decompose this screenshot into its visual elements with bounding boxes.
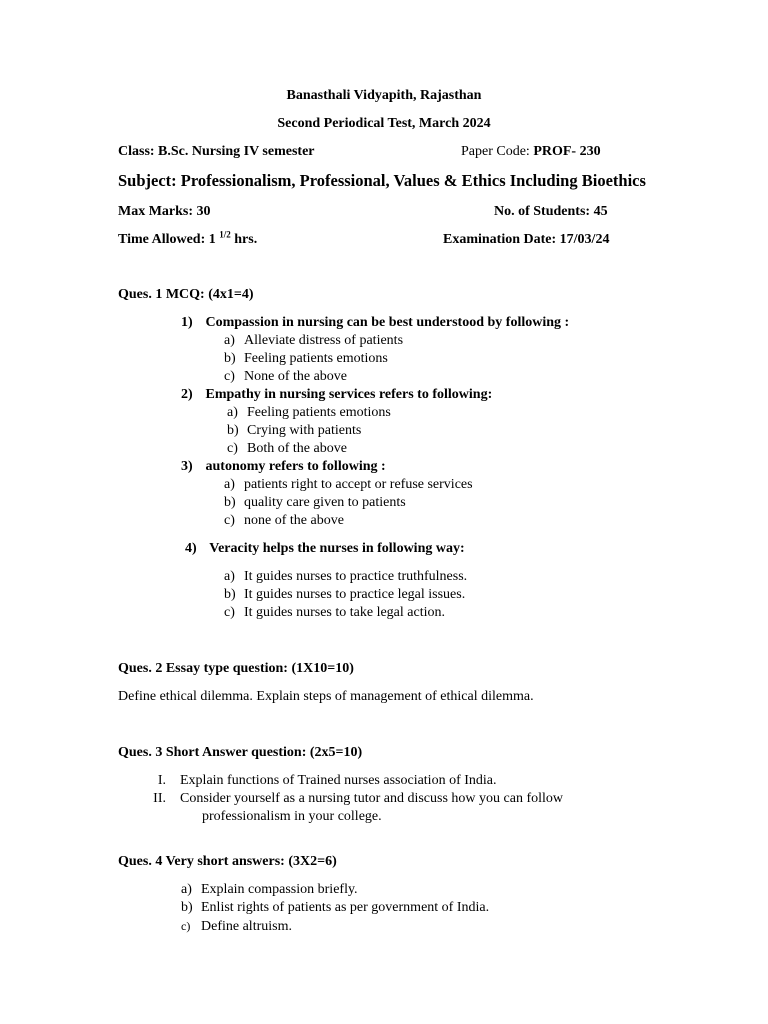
option-text: patients right to accept or refuse services: [244, 477, 473, 492]
option-label: c): [181, 919, 191, 933]
test-name: Second Periodical Test, March 2024: [277, 116, 491, 131]
option-label: c): [227, 441, 238, 456]
q3-item-num: I.: [157, 773, 166, 788]
option-label: b): [224, 587, 236, 602]
q1-option: [224, 604, 445, 622]
q1-option: [224, 586, 465, 604]
q1-heading: Ques. 1 MCQ: (4x1=4): [118, 287, 254, 302]
q4-heading: Ques. 4 Very short answers: (3X2=6): [118, 854, 337, 869]
q1-item-num: 2): [181, 387, 193, 402]
q1-item-num: 3): [181, 459, 193, 474]
q1-item-num: 4): [185, 541, 197, 556]
q4-item: [181, 899, 489, 917]
q4-item: [181, 917, 292, 936]
option-text: Crying with patients: [247, 423, 362, 438]
option-text: Feeling patients emotions: [244, 351, 388, 366]
option-text: It guides nurses to practice truthfulness.: [244, 569, 468, 584]
exam-date: Examination Date: 17/03/24: [443, 232, 610, 247]
q1-item-2: [181, 386, 492, 404]
q1-item-text: autonomy refers to following :: [205, 459, 386, 474]
option-label: c): [224, 369, 235, 384]
option-label: b): [181, 900, 193, 915]
q1-item-text: Compassion in nursing can be best understood by following :: [205, 315, 570, 330]
option-label: b): [224, 351, 236, 366]
option-label: c): [224, 605, 235, 620]
q4-item-text: Define altruism.: [201, 919, 292, 934]
q3-item-text: Consider yourself as a nursing tutor and discuss how you can follow: [180, 791, 563, 806]
time-prefix: Time Allowed: 1: [118, 232, 216, 247]
q1-item-1: [181, 314, 569, 332]
q3-item-1: [132, 772, 497, 790]
option-label: a): [227, 405, 238, 420]
q1-option: [224, 476, 473, 494]
students-count: No. of Students: 45: [494, 204, 608, 219]
q1-option: [227, 404, 391, 422]
q1-option: [224, 512, 344, 530]
q1-option: [227, 440, 347, 458]
option-label: a): [181, 882, 192, 897]
q1-item-text: Empathy in nursing services refers to following:: [205, 387, 493, 402]
q1-item-3: [181, 458, 386, 476]
time-fraction: 1/2: [219, 229, 231, 240]
option-text: It guides nurses to practice legal issues.: [244, 587, 466, 602]
q1-option: [224, 332, 403, 350]
option-label: b): [227, 423, 239, 438]
q3-item-2-continuation: professionalism in your college.: [202, 809, 382, 824]
q1-item-text: Veracity helps the nurses in following way:: [209, 541, 465, 556]
option-label: a): [224, 333, 235, 348]
q4-item: [181, 881, 358, 899]
q1-option: [224, 368, 347, 386]
class-info: Class: B.Sc. Nursing IV semester: [118, 144, 315, 159]
paper-code-value: PROF- 230: [533, 144, 601, 159]
option-text: Alleviate distress of patients: [244, 333, 404, 348]
max-marks: Max Marks: 30: [118, 204, 211, 219]
institution-name: Banasthali Vidyapith, Rajasthan: [286, 88, 482, 103]
time-suffix: hrs.: [234, 232, 258, 247]
time-allowed: [118, 231, 257, 249]
option-label: c): [224, 513, 235, 528]
q4-item-text: Explain compassion briefly.: [201, 882, 358, 897]
q2-text: Define ethical dilemma. Explain steps of management of ethical dilemma.: [118, 689, 534, 704]
option-label: a): [224, 569, 235, 584]
option-text: It guides nurses to take legal action.: [244, 605, 445, 620]
q1-option: [224, 568, 467, 586]
q1-option: [227, 422, 361, 440]
q3-item-num: II.: [153, 791, 166, 806]
q1-item-4: [185, 540, 465, 558]
q3-item-text: Explain functions of Trained nurses association of India.: [180, 773, 497, 788]
option-text: None of the above: [244, 369, 348, 384]
option-text: none of the above: [244, 513, 344, 528]
subject-line: Subject: Professionalism, Professional, Values & Ethics Including Bioethics: [118, 171, 646, 190]
q1-item-num: 1): [181, 315, 193, 330]
option-text: Both of the above: [247, 441, 347, 456]
option-label: b): [224, 495, 236, 510]
option-text: Feeling patients emotions: [247, 405, 391, 420]
option-text: quality care given to patients: [244, 495, 406, 510]
q1-option: [224, 494, 406, 512]
q3-item-2: [132, 790, 563, 808]
paper-code-label: Paper Code:: [461, 144, 530, 159]
option-label: a): [224, 477, 235, 492]
q3-heading: Ques. 3 Short Answer question: (2x5=10): [118, 745, 363, 760]
q2-heading: Ques. 2 Essay type question: (1X10=10): [118, 661, 354, 676]
q4-item-text: Enlist rights of patients as per government of India.: [201, 900, 490, 915]
paper-code: [461, 143, 601, 161]
q1-option: [224, 350, 388, 368]
